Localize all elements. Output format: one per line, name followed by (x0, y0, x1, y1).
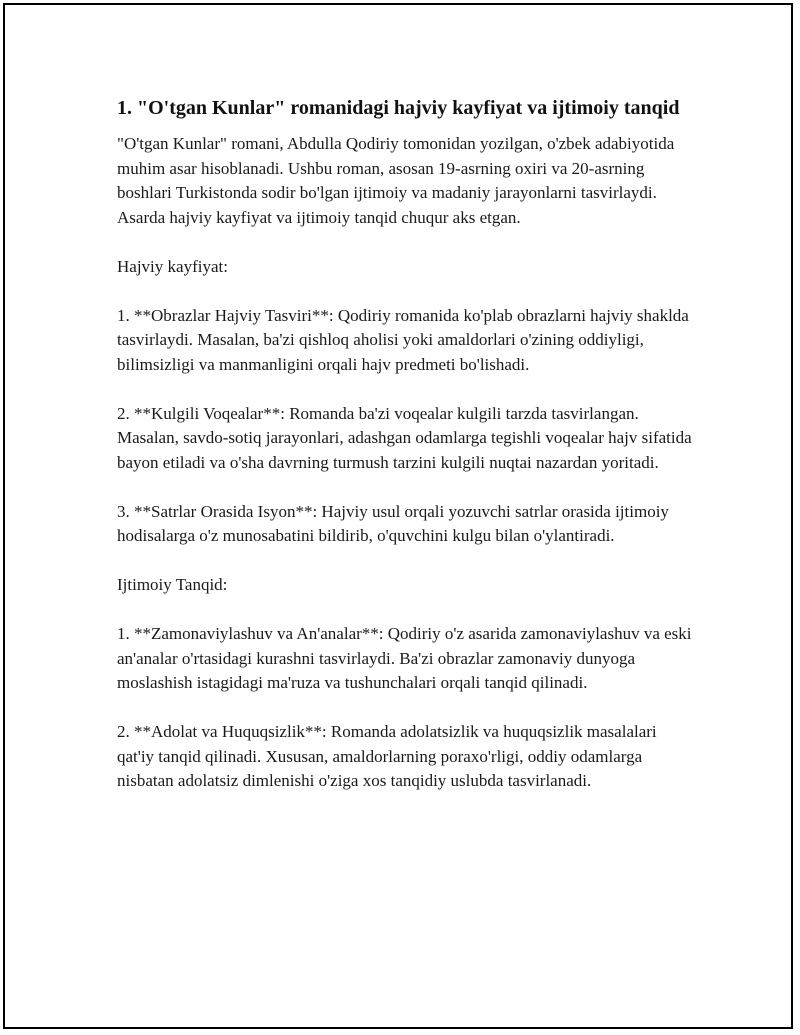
criticism-point-1: 1. **Zamonaviylashuv va An'analar**: Qodiriy o'z asarida zamonaviylashuv va eski an'analar o'rtasidagi kurashni tasvirlaydi. Ba'zi obrazlar zamonaviy dunyoga moslashish istagidagi ma'ruza va tushunchalari orqali tanqid qilinadi. (117, 624, 692, 692)
section-heading-criticism: Ijtimoiy Tanqid: (117, 575, 228, 594)
humor-point-1: 1. **Obrazlar Hajviy Tasviri**: Qodiriy romanida ko'plab obrazlarni hajviy shaklda tasvirlaydi. Masalan, ba'zi qishloq aholisi yoki amaldorlari o'zining oddiyligi, bilimsizligi va manmanligini orqali hajv predmeti bo'lishadi. (117, 305, 689, 374)
document-title: 1. "O'tgan Kunlar" romanidagi hajviy kayfiyat va ijtimoiy tanqid (117, 97, 680, 119)
humor-point-2: 2. **Kulgili Voqealar**: Romanda ba'zi voqealar kulgili tarzda tasvirlangan. Masalan, savdo-sotiq jarayonlari, adashgan odamlarga tegishli voqealar hajv sifatida bayon etiladi va o'sha davrning turmush tarzini kulgili nuqtai nazardan yoritadi. (117, 403, 692, 472)
section-heading-humor: Hajviy kayfiyat: (117, 256, 228, 276)
criticism-point-2: 2. **Adolat va Huquqsizlik**: Romanda adolatsizlik va huquqsizlik masalalari qat'iy tanqid qilinadi. Xususan, amaldorlarning poraxo'rligi, oddiy odamlarga nisbatan adolatsiz dimlenishi o'ziga xos tanqidiy uslubda tasvirlanadi. (117, 722, 657, 790)
intro-paragraph: "O'tgan Kunlar" romani, Abdulla Qodiriy tomonidan yozilgan, o'zbek adabiyotida muhim asar hisoblanadi. Ushbu roman, asosan 19-asrning oxiri va 20-asrning boshlari Turkistonda sodir bo'lgan ijtimoiy va madaniy jarayonlarni tasvirlaydi. Asarda hajviy kayfiyat va ijtimoiy tanqid chuqur aks etgan. (117, 134, 675, 227)
document-body (117, 94, 697, 818)
humor-point-3: 3. **Satrlar Orasida Isyon**: Hajviy usul orqali yozuvchi satrlar orasida ijtimoiy hodisalarga o'z munosabatini bildirib, o'quvchini kulgu bilan o'ylantiradi. (117, 501, 669, 545)
